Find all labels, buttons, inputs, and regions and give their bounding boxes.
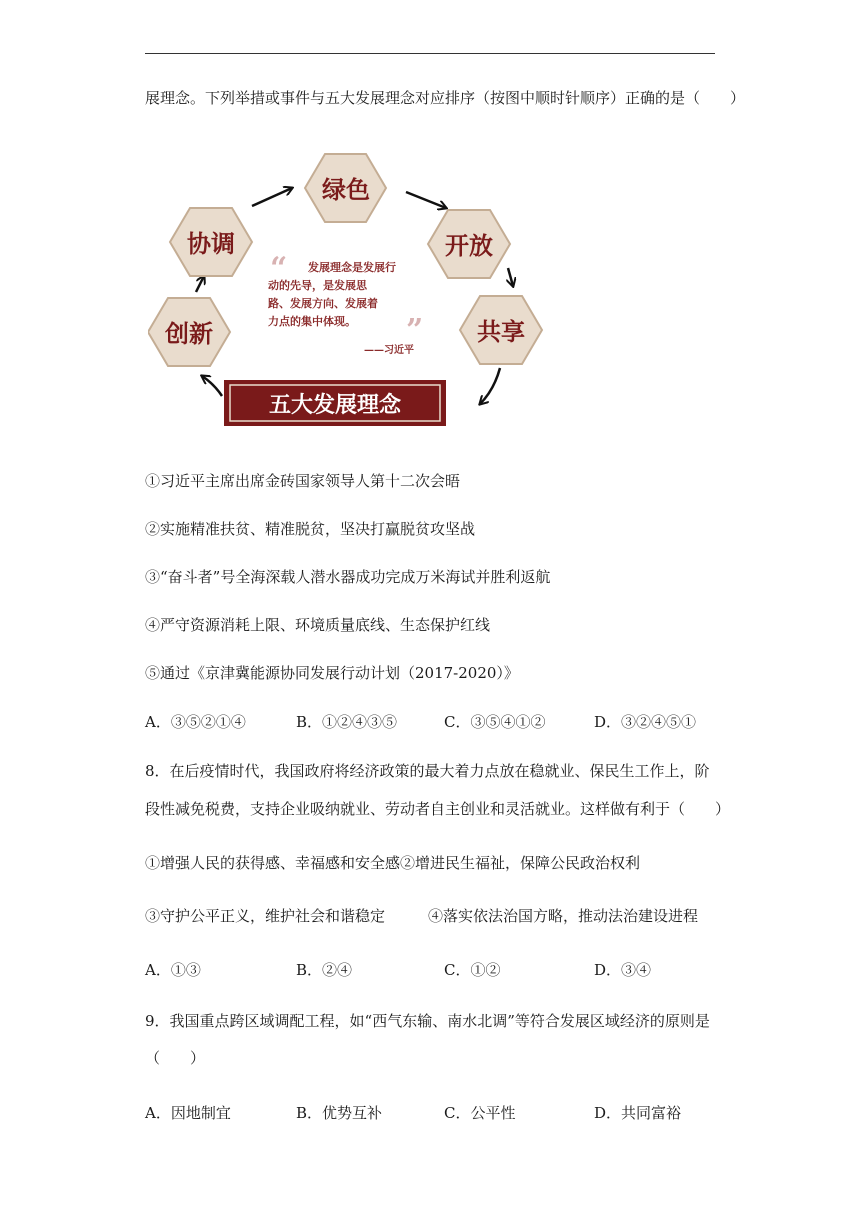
hexagon-gongxiang: [460, 296, 542, 364]
hexagon-label-chuangxin: 创新: [165, 320, 213, 348]
hexagon-kaifang: [428, 210, 510, 278]
q8-stem-line-2: 段性减免税费，支持企业吸纳就业、劳动者自主创业和灵活就业。这样做有利于（ ）: [145, 800, 731, 818]
q7-option-d: D．③②④⑤①: [594, 713, 697, 731]
q7-item-3: ③“奋斗者”号全海深载人潜水器成功完成万米海试并胜利返航: [145, 568, 551, 586]
q9-option-c: C．公平性: [444, 1104, 516, 1122]
hexagon-label-xietiao: 协调: [187, 230, 235, 258]
q8-option-d: D．③④: [594, 961, 652, 979]
arrow-xietiao-to-lvse: [252, 188, 292, 206]
five-development-concepts-diagram: [148, 140, 560, 432]
quote-block: [268, 251, 423, 356]
q9-option-a: A．因地制宜: [145, 1104, 231, 1122]
quote-line-2: 动的先导，是发展思: [268, 279, 367, 292]
hexagon-label-lvse: 绿色: [322, 176, 370, 204]
q7-option-b: B．①②④③⑤: [296, 713, 398, 731]
q7-item-5: ⑤通过《京津冀能源协同发展行动计划（2017-2020）》: [145, 664, 519, 682]
arrow-kaifang-to-gongxiang: [508, 268, 513, 286]
q8-option-c: C．①②: [444, 961, 501, 979]
banner-title: 五大发展理念: [268, 393, 402, 418]
quote-line-4: 力点的集中体现。: [268, 315, 356, 328]
q8-item-4: ④落实依法治国方略，推动法治建设进程: [428, 907, 699, 925]
open-quote-mark: “: [270, 251, 288, 286]
question-7-intro: 展理念。下列举措或事件与五大发展理念对应排序（按图中顺时针顺序）正确的是（ ）: [145, 89, 746, 107]
q8-items-line-1: ①增强人民的获得感、幸福感和安全感②增进民生福祉，保障公民政治权利: [145, 854, 641, 872]
q9-stem-line-2: （ ）: [145, 1049, 206, 1067]
hexagon-xietiao: [170, 208, 252, 276]
q7-option-a: A．③⑤②①④: [145, 713, 246, 731]
quote-line-1: 发展理念是发展行: [308, 261, 396, 274]
close-quote-mark: ”: [406, 313, 424, 348]
q7-item-1: ①习近平主席出席金砖国家领导人第十二次会晤: [145, 472, 461, 490]
q8-item-3: ③守护公平正义，维护社会和谐稳定: [145, 907, 386, 925]
q7-item-2: ②实施精准扶贫、精准脱贫，坚决打赢脱贫攻坚战: [145, 520, 476, 538]
q8-stem-line-1: 8．在后疫情时代，我国政府将经济政策的最大着力点放在稳就业、保民生工作上，阶: [145, 762, 710, 780]
hexagon-chuangxin: [148, 298, 230, 366]
banner: [224, 380, 446, 426]
quote-author: ——习近平: [364, 345, 414, 356]
header-rule: [145, 53, 715, 54]
arrow-banner-to-chuangxin: [202, 376, 222, 396]
hexagon-lvse: [305, 154, 386, 222]
diagram-svg: [148, 140, 560, 432]
arrow-gongxiang-to-banner: [480, 368, 500, 404]
hexagon-label-kaifang: 开放: [445, 232, 493, 260]
q9-stem-line-1: 9．我国重点跨区域调配工程，如“西气东输、南水北调”等符合发展区域经济的原则是: [145, 1012, 710, 1030]
q7-option-c: C．③⑤④①②: [444, 713, 546, 731]
quote-line-3: 路、发展方向、发展着: [268, 297, 378, 310]
arrow-lvse-to-kaifang: [406, 192, 446, 208]
q9-option-b: B．优势互补: [296, 1104, 383, 1122]
q8-option-b: B．②④: [296, 961, 353, 979]
q7-item-4: ④严守资源消耗上限、环境质量底线、生态保护红线: [145, 616, 491, 634]
arrow-chuangxin-to-xietiao: [196, 276, 204, 292]
q9-option-d: D．共同富裕: [594, 1104, 682, 1122]
q8-option-a: A．①③: [145, 961, 201, 979]
hexagon-label-gongxiang: 共享: [477, 318, 525, 346]
